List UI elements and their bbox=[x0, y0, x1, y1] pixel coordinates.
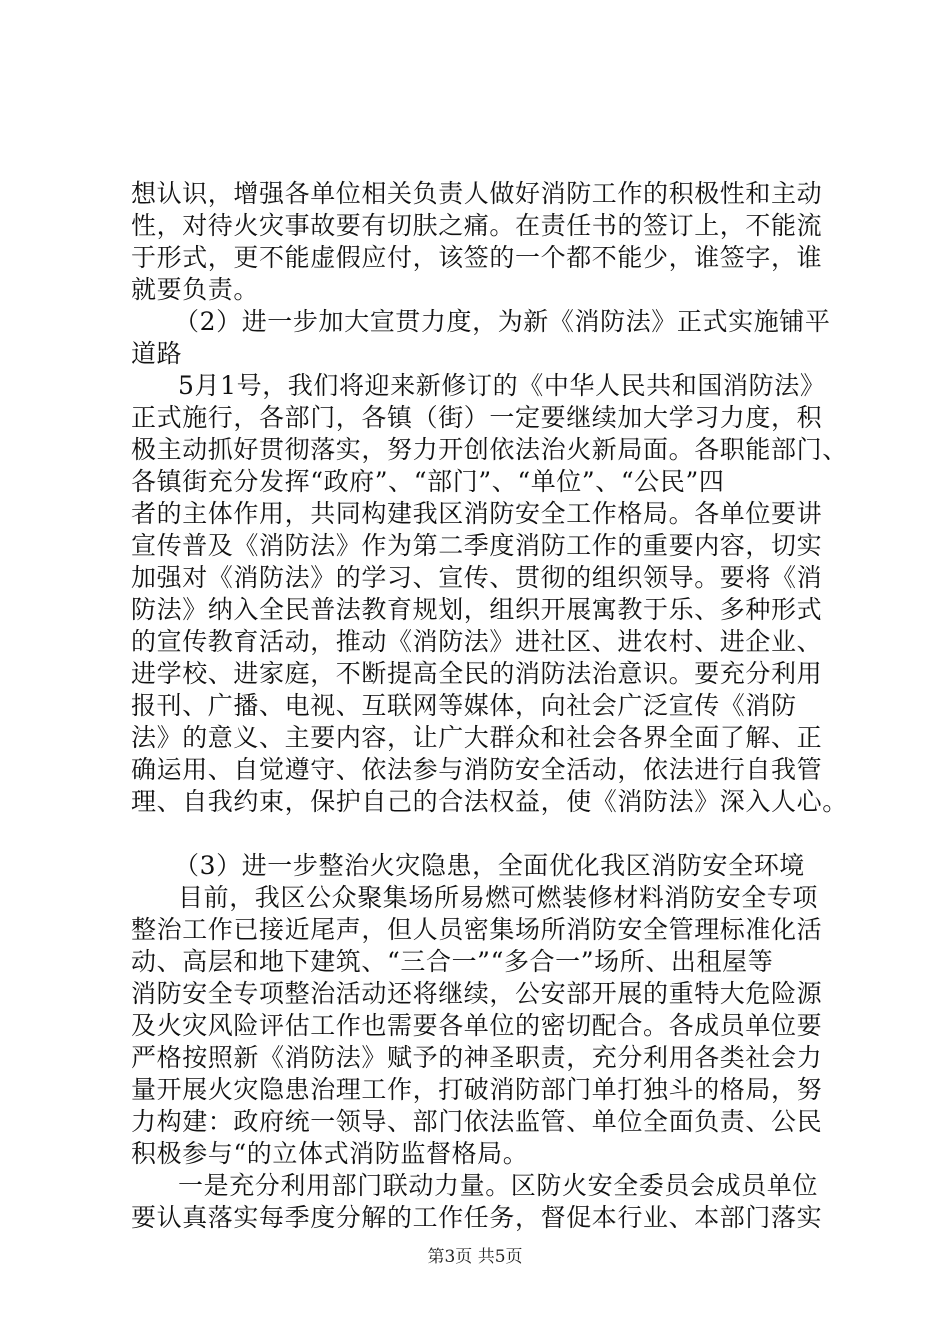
body-line: 者的主体作用，共同构建我区消防安全工作格局。各单位要讲 bbox=[131, 499, 823, 528]
body-line: 5月1号，我们将迎来新修订的《中华人民共和国消防法》 bbox=[178, 371, 826, 400]
body-line: 确运用、自觉遵守、依法参与消防安全活动，依法进行自我管 bbox=[131, 755, 823, 784]
body-line: 法》的意义、主要内容，让广大群众和社会各界全面了解、正 bbox=[131, 723, 823, 752]
body-line: 正式施行，各部门，各镇（街）一定要继续加大学习力度，积 bbox=[131, 403, 823, 432]
body-line: 宣传普及《消防法》作为第二季度消防工作的重要内容，切实 bbox=[131, 531, 823, 560]
body-line: 积极参与“的立体式消防监督格局。 bbox=[131, 1139, 529, 1168]
page-number-footer: 第3页 共5页 bbox=[427, 1247, 523, 1267]
body-line: 报刊、广播、电视、互联网等媒体，向社会广泛宣传《消防 bbox=[131, 691, 797, 720]
body-line: 就要负责。 bbox=[131, 275, 260, 304]
section-heading-2: （2）进一步加大宣贯力度，为新《消防法》正式实施铺平 bbox=[174, 307, 831, 336]
body-line: 整治工作已接近尾声，但人员密集场所消防安全管理标准化活 bbox=[131, 915, 823, 944]
body-line: 进学校、进家庭，不断提高全民的消防法治意识。要充分利用 bbox=[131, 659, 823, 688]
body-line: 理、自我约束，保护自己的合法权益，使《消防法》深入人心。 bbox=[131, 787, 848, 816]
body-line: 消防安全专项整治活动还将继续，公安部开展的重特大危险源 bbox=[131, 979, 823, 1008]
body-line: 性，对待火灾事故要有切肤之痛。在责任书的签订上，不能流 bbox=[131, 211, 823, 240]
body-line: 防法》纳入全民普法教育规划，组织开展寓教于乐、多种形式 bbox=[131, 595, 823, 624]
body-line: 要认真落实每季度分解的工作任务，督促本行业、本部门落实 bbox=[131, 1203, 823, 1232]
body-line: 一是充分利用部门联动力量。区防火安全委员会成员单位 bbox=[178, 1171, 819, 1200]
body-line: 动、高层和地下建筑、“三合一”“多合一”场所、出租屋等 bbox=[131, 947, 774, 976]
body-line: 及火灾风险评估工作也需要各单位的密切配合。各成员单位要 bbox=[131, 1011, 823, 1040]
body-line: 的宣传教育活动，推动《消防法》进社区、进农村、进企业、 bbox=[131, 627, 823, 656]
body-line: 量开展火灾隐患治理工作，打破消防部门单打独斗的格局，努 bbox=[131, 1075, 823, 1104]
body-line: 力构建：政府统一领导、部门依法监管、单位全面负责、公民 bbox=[131, 1107, 823, 1136]
body-line: 极主动抓好贯彻落实，努力开创依法治火新局面。各职能部门、 bbox=[131, 435, 848, 464]
body-line: 加强对《消防法》的学习、宣传、贯彻的组织领导。要将《消 bbox=[131, 563, 823, 592]
body-line: 各镇街充分发挥“政府”、“部门”、“单位”、“公民”四 bbox=[131, 467, 725, 496]
section-heading-2-cont: 道路 bbox=[131, 339, 183, 368]
body-line: 于形式，更不能虚假应付，该签的一个都不能少，谁签字，谁 bbox=[131, 243, 823, 272]
body-line: 严格按照新《消防法》赋予的神圣职责，充分利用各类社会力 bbox=[131, 1043, 823, 1072]
section-heading-3: （3）进一步整治火灾隐患，全面优化我区消防安全环境 bbox=[174, 851, 805, 880]
body-line: 目前，我区公众聚集场所易燃可燃装修材料消防安全专项 bbox=[178, 883, 819, 912]
body-line: 想认识，增强各单位相关负责人做好消防工作的积极性和主动 bbox=[131, 179, 823, 208]
